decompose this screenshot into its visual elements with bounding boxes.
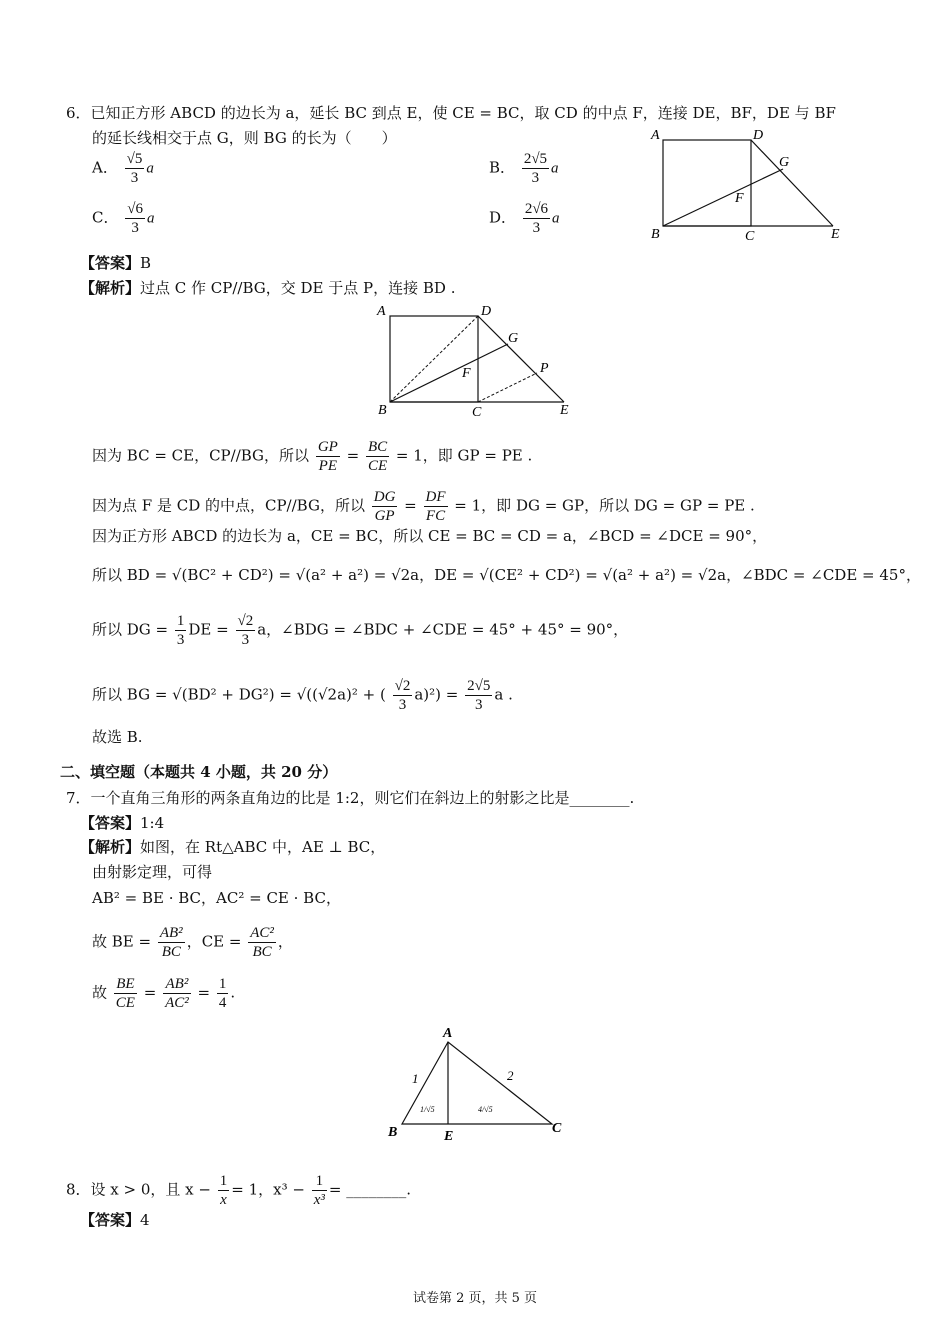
q6-conclusion: 故选 B. xyxy=(92,728,143,746)
q6-stem-line2: 的延长线相交于点 G，则 BG 的长为（ ） xyxy=(92,129,397,147)
fig3-label-e: E xyxy=(444,1129,454,1144)
q6-step-2: 因为点 F 是 CD 的中点，CP//BG，所以 $\frac{DG}{GP}$ = $\frac{DF}{FC}$ = 1，即 DG = GP，所以 DG = GP = PE . xyxy=(92,489,755,524)
q8-answer: 【答案】4 xyxy=(80,1211,150,1229)
q6-step-1: 因为 BC = CE，CP//BG，所以 $\frac{GP}{PE}$ = $\frac{BC}{CE}$ = 1，即 GP = PE . xyxy=(92,439,533,474)
q7-figure xyxy=(380,1022,570,1146)
q6-step-4: 所以 BD = √(BC² + CD²) = √(a² + a²) = √2a，DE = √(CE² + CD²) = √(a² + a²) = √2a，∠BDC = ∠CDE = 45°， xyxy=(92,566,921,584)
q6-step-6: 所以 BG = √(BD² + DG²) = √((√2a)² + ( $\frac{√2}{3}$ a)²) = $\frac{2√5}{3}$ a . xyxy=(92,678,513,713)
fig3-small-ec: 4/√5 xyxy=(478,1105,493,1114)
fig2-label-a: A xyxy=(377,304,386,319)
fig2-label-e: E xyxy=(560,403,569,418)
fig3-label-a: A xyxy=(443,1026,453,1041)
fig1-label-c: C xyxy=(745,229,755,244)
fig3-small-be: 1/√5 xyxy=(420,1105,435,1114)
q8-stem: 8．设 x > 0，且 x − $\frac{1}{x}$ = 1，x³ − $\frac{1}{\text{x³}}$ = ________. xyxy=(66,1173,412,1208)
fig2-label-g: G xyxy=(508,331,519,346)
q6-stem-line1: 6．已知正方形 ABCD 的边长为 a，延长 BC 到点 E，使 CE = BC，取 CD 的中点 F，连接 DE，BF，DE 与 BF xyxy=(66,104,836,122)
fig3-label-c: C xyxy=(552,1121,562,1136)
q6-analysis-intro: 【解析】过点 C 作 CP//BG，交 DE 于点 P，连接 BD . xyxy=(80,279,456,297)
q6-step-3: 因为正方形 ABCD 的边长为 a，CE = BC，所以 CE = BC = CD = a，∠BCD = ∠DCE = 90°， xyxy=(92,527,768,545)
fig1-label-f: F xyxy=(735,191,744,206)
q6-answer: 【答案】B xyxy=(80,254,152,272)
q7-analysis-1: 【解析】如图，在 Rt△ABC 中，AE ⊥ BC， xyxy=(80,838,386,856)
fig1-label-e: E xyxy=(831,227,840,242)
q6-option-a: A． $\frac{√5}{3}$ a xyxy=(92,151,154,186)
q6-step-5: 所以 DG = $\frac{1}{3}$ DE = $\frac{√2}{3}$ a，∠BDG = ∠BDC + ∠CDE = 45° + 45° = 90°， xyxy=(92,613,629,648)
q7-answer: 【答案】1:4 xyxy=(80,814,165,832)
q6-figure-2 xyxy=(372,300,582,422)
fig3-side-1: 1 xyxy=(412,1071,419,1086)
q6-option-d: D． $\frac{2√6}{3}$ a xyxy=(489,201,560,236)
q6-figure-1 xyxy=(645,122,855,246)
q6-option-c: C． $\frac{√6}{3}$ a xyxy=(92,201,155,236)
section-2-heading: 二、填空题（本题共 4 小题，共 20 分） xyxy=(60,763,338,781)
fig1-label-g: G xyxy=(779,155,790,170)
fig1-label-a: A xyxy=(651,128,660,143)
fig2-label-c: C xyxy=(472,405,482,420)
fig3-side-2: 2 xyxy=(507,1068,514,1083)
fig2-label-b: B xyxy=(378,403,387,418)
fig3-label-b: B xyxy=(388,1125,398,1140)
fig1-label-b: B xyxy=(651,227,660,242)
fig2-label-p: P xyxy=(540,361,549,376)
fig1-label-d: D xyxy=(753,128,764,143)
q7-analysis-3: AB² = BE · BC，AC² = CE · BC， xyxy=(92,889,341,907)
q7-analysis-5: 故 $\frac{BE}{CE}$ = $\frac{\text{AB²}}{\text{AC²}}$ = $\frac{1}{4}$ . xyxy=(92,976,236,1011)
q7-stem: 7．一个直角三角形的两条直角边的比是 1:2，则它们在斜边上的射影之比是________. xyxy=(66,789,635,807)
q6-option-b: B． $\frac{2√5}{3}$ a xyxy=(489,151,559,186)
fig2-label-f: F xyxy=(462,366,471,381)
fig2-label-d: D xyxy=(481,304,492,319)
page-footer: 试卷第 2 页，共 5 页 xyxy=(412,1291,538,1306)
q7-analysis-4: 故 BE = $\frac{\text{AB²}}{BC}$ ，CE = $\frac{\text{AC²}}{BC}$ ， xyxy=(92,925,293,960)
q7-analysis-2: 由射影定理，可得 xyxy=(92,863,213,881)
